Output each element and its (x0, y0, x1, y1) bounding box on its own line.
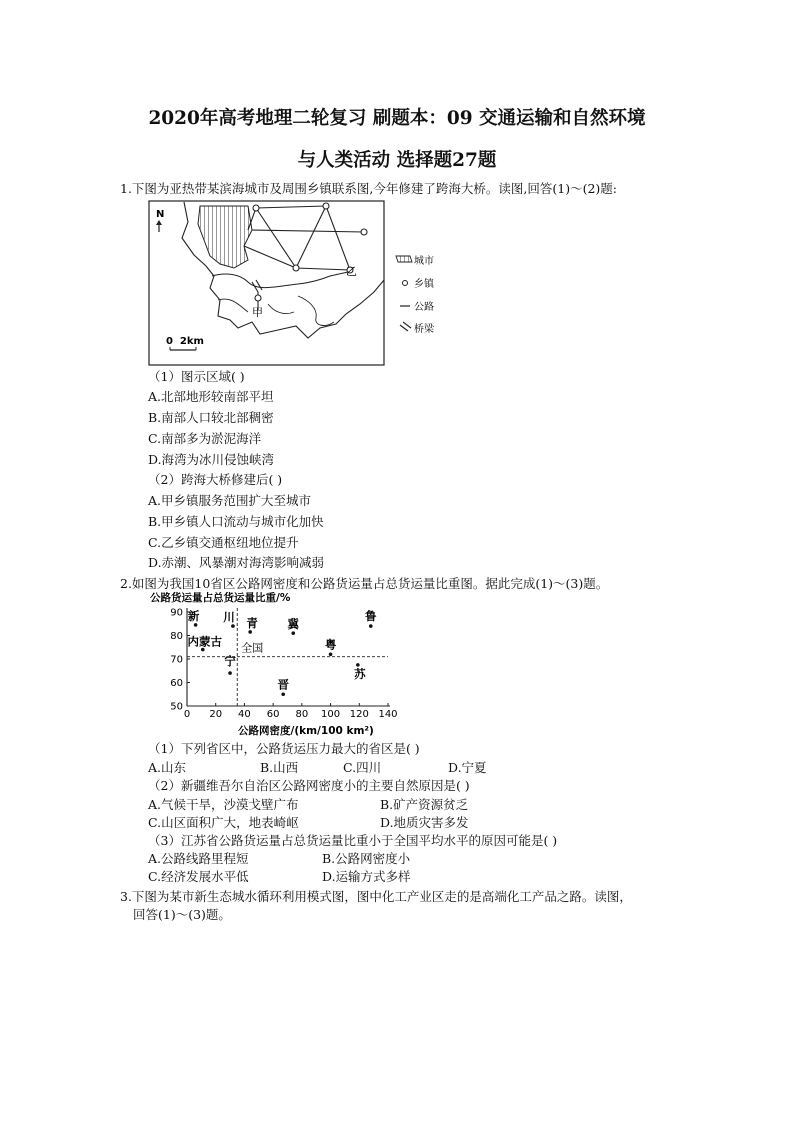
q2-sub3-option-b: B.公路网密度小 (322, 851, 411, 866)
document-title-line2: 与人类活动 选择题27题 (297, 150, 497, 171)
north-label: N (156, 209, 165, 220)
q2-sub1-option-c: C.四川 (343, 760, 382, 775)
q2-sub2-option-d: D.地质灾害多发 (380, 815, 469, 830)
q1-sub2-stem: （2）跨海大桥修建后( ) (148, 472, 283, 487)
legend-road (400, 300, 434, 313)
q1-sub1-option-d: D.海湾为冰川侵蚀峡湾 (148, 452, 275, 467)
q1-sub2-option-b: B.甲乡镇人口流动与城市化加快 (148, 514, 324, 529)
data-point-label: 鲁 (365, 609, 377, 624)
y-tick-label: 80 (170, 631, 183, 642)
q2-sub3-option-a: A.公路线路里程短 (148, 851, 249, 866)
q1-sub2-option-c: C.乙乡镇交通枢纽地位提升 (148, 535, 299, 550)
q1-sub1-option-a: A.北部地形较南部平坦 (148, 389, 274, 404)
document-title-line1: 2020年高考地理二轮复习 刷题本：09 交通运输和自然环境 (148, 108, 646, 129)
x-tick-label: 40 (238, 709, 251, 720)
q1-sub2-option-d: D.赤潮、风暴潮对海湾影响减弱 (148, 555, 325, 570)
map-legend (396, 254, 435, 335)
q2-sub2-stem: （2）新疆维吾尔自治区公路网密度小的主要自然原因是( ) (148, 778, 470, 793)
q2-sub2-option-b: B.矿产资源贫乏 (380, 797, 469, 812)
data-point-label: 宁 (224, 654, 236, 669)
q2-sub2-option-c: C.山区面积广大，地表崎岖 (148, 815, 299, 830)
chart-xlabel: 公路网密度/(km/100 km²) (238, 725, 374, 737)
svg-text:桥梁: 桥梁 (414, 324, 434, 335)
data-point-label: 青 (246, 615, 258, 630)
data-point (228, 671, 232, 675)
q2-sub1-stem: （1）下列省区中，公路货运压力最大的省区是( ) (148, 741, 420, 756)
place-label-yi: 乙 (346, 265, 357, 278)
y-tick-label: 60 (170, 678, 183, 689)
question-3-stem-line2: 回答(1)～(3)题。 (133, 907, 231, 922)
legend-bridge (400, 322, 435, 335)
place-label-jia: 甲 (252, 306, 263, 319)
q2-scatter-chart (140, 588, 410, 738)
question-2-stem: 2.如图为我国10省区公路网密度和公路货运量占总货运量比重图。据此完成(1)～(3)题。 (120, 576, 609, 591)
data-point (291, 631, 295, 635)
svg-text:乡镇: 乡镇 (414, 279, 434, 290)
data-point-label: 晋 (277, 677, 289, 692)
q1-map-figure (148, 200, 448, 368)
data-point-label: 川 (223, 610, 235, 625)
q2-sub1-option-b: B.山西 (260, 760, 299, 775)
q2-sub2-option-a: A.气候干旱，沙漠戈壁广布 (148, 797, 299, 812)
data-point-label: 粤 (324, 637, 337, 652)
q2-sub3-option-c: C.经济发展水平低 (148, 869, 249, 884)
q2-sub1-option-a: A.山东 (148, 760, 187, 775)
q1-sub1-option-b: B.南部人口较北部稠密 (148, 410, 274, 425)
data-point (231, 624, 235, 628)
data-point (248, 630, 252, 634)
data-point-label: 新 (187, 608, 200, 623)
q2-sub3-option-d: D.运输方式多样 (322, 869, 411, 884)
x-tick-label: 80 (295, 709, 309, 720)
svg-text:公路: 公路 (414, 302, 434, 313)
x-tick-label: 20 (209, 709, 223, 720)
q2-sub1-option-d: D.宁夏 (448, 760, 487, 775)
data-point-label: 苏 (354, 666, 366, 681)
data-point-label: 内蒙古 (187, 634, 223, 649)
scale-label: 0 2km (166, 336, 204, 347)
question-3-stem-line1: 3.下图为某市新生态城水循环利用模式图，图中化工产业区走的是高端化工产品之路。读图， (120, 889, 632, 904)
svg-text:城市: 城市 (414, 256, 434, 267)
y-tick-label: 90 (170, 607, 183, 619)
data-point (369, 624, 373, 628)
y-tick-label: 50 (170, 701, 183, 713)
q1-sub2-option-a: A.甲乡镇服务范围扩大至城市 (148, 493, 312, 508)
q1-sub1-option-c: C.南部多为淤泥海洋 (148, 431, 262, 446)
q1-sub1-stem: （1）图示区域( ) (148, 369, 245, 384)
chart-ylabel: 公路货运量占总货运量比重/% (150, 592, 291, 604)
legend-town (403, 277, 436, 290)
data-point (194, 623, 198, 627)
x-tick-label: 140 (378, 709, 398, 720)
national-average-label: 全国 (241, 641, 264, 655)
data-point-label: 冀 (287, 617, 299, 632)
q2-sub3-stem: （3）江苏省公路货运量占总货运量比重小于全国平均水平的原因可能是( ) (148, 833, 558, 848)
x-tick-label: 60 (266, 709, 280, 720)
x-tick-label: 100 (321, 709, 341, 720)
data-point (329, 653, 333, 657)
data-point (281, 692, 285, 696)
x-tick-label: 0 (183, 709, 191, 720)
legend-city (396, 254, 434, 267)
x-tick-label: 120 (349, 709, 369, 720)
question-1-stem: 1.下图为亚热带某滨海城市及周围乡镇联系图,今年修建了跨海大桥。读图,回答(1)～(2)题: (120, 181, 617, 196)
y-tick-label: 70 (170, 654, 183, 666)
